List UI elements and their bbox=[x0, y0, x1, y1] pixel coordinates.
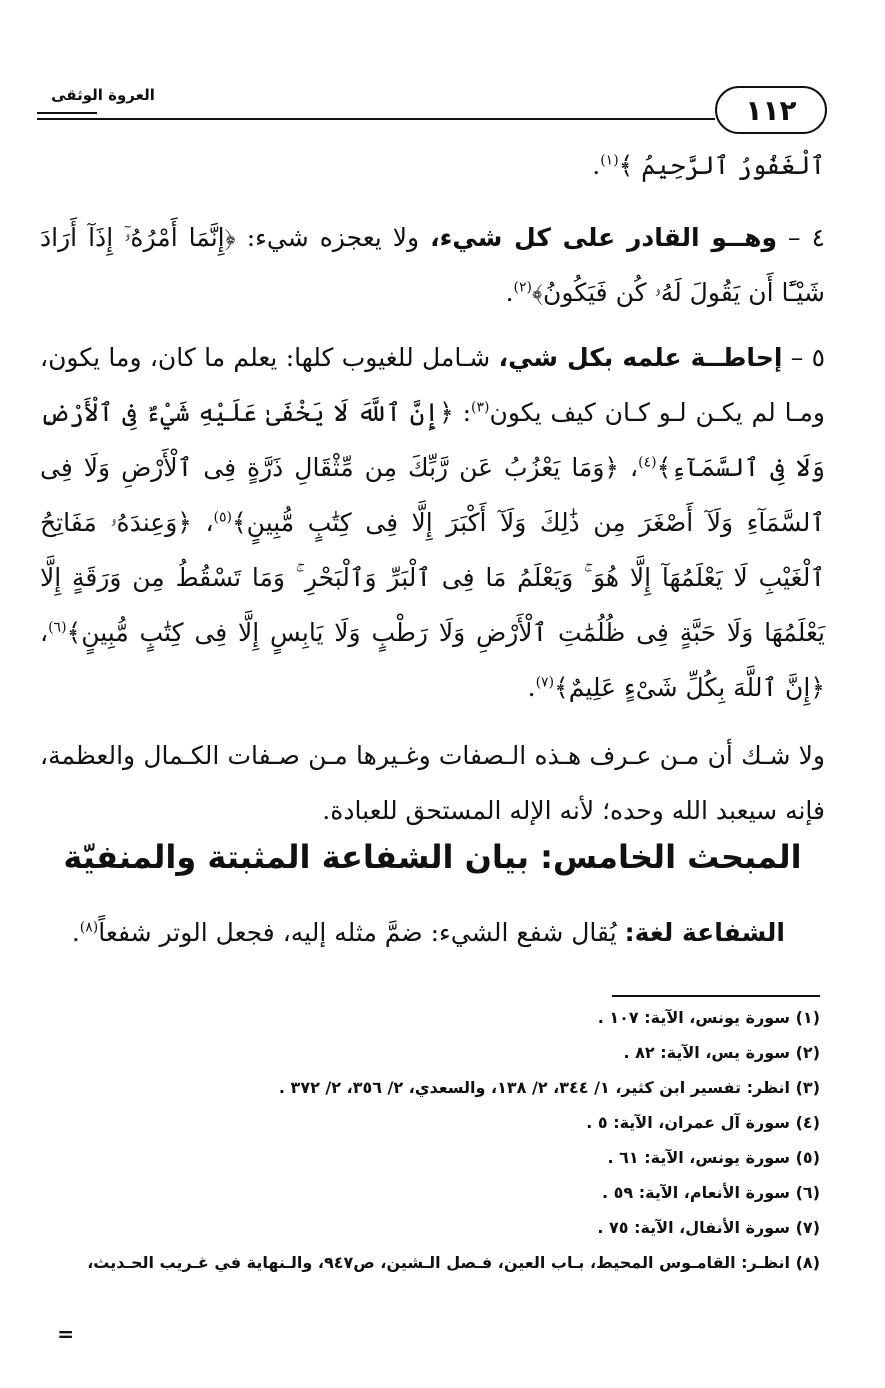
separator: ، bbox=[40, 618, 49, 647]
footnote-item: (٥) سورة يونس، الآية: ٦١ . bbox=[607, 1148, 820, 1167]
footnote-marker: (٢) bbox=[513, 279, 532, 296]
footnote-item: (٣) انظر: تفسير ابن كثير، ١/ ٣٤٤، ٢/ ١٣٨، والسعدي، ٢/ ٣٥٦، ٢/ ٣٧٢ . bbox=[278, 1078, 820, 1097]
paragraph-point-4 bbox=[40, 210, 825, 320]
footnote-item: (٤) سورة آل عمران، الآية: ٥ . bbox=[586, 1113, 820, 1132]
paragraph-conclusion: ولا شـك أن مـن عـرف هـذه الـصفات وغـيرها مـن صـفات الكـمال والعظمة، فإنه سيعبد الله وحده؛ لأنه الإله المستحق للعبادة. bbox=[40, 741, 825, 825]
header-rule bbox=[37, 118, 715, 120]
point-number: ٤ – bbox=[788, 223, 825, 252]
running-book-title: العروة الوثقى bbox=[51, 86, 155, 104]
punctuation: . bbox=[527, 673, 536, 702]
definition-text: يُقال شفع الشيء: ضمَّ مثله إليه، فجعل الوتر شفعاً bbox=[98, 918, 625, 947]
page-number: ١١٢ bbox=[715, 86, 827, 134]
section-heading: المبحث الخامس: بيان الشفاعة المثبتة والمنفيّة bbox=[63, 838, 802, 876]
separator: ، bbox=[619, 453, 639, 482]
footnote-item: (٦) سورة الأنعام، الآية: ٥٩ . bbox=[601, 1183, 820, 1202]
separator: ، bbox=[191, 508, 214, 537]
quran-verse: ﴿إِنَّ ٱللَّهَ بِكُلِّ شَىْءٍ عَلِيمٌ﴾ bbox=[554, 673, 825, 702]
footnote-marker: (١) bbox=[600, 152, 619, 169]
footnote-separator bbox=[612, 995, 820, 997]
paragraph-text: شـامل للغيوب كلها: يعلم ما كان، وما يكون، ومـا لم يكـن لـو كـان كيف يكون bbox=[40, 343, 825, 427]
punctuation: . bbox=[505, 278, 514, 307]
footnote-marker: (٤) bbox=[638, 454, 657, 471]
footnote-item: (٨) انظـر: القامـوس المحيط، بـاب العين، فـصل الـشين، ص٩٤٧، والـنهاية في غـريب الحـديث، bbox=[87, 1253, 820, 1272]
point-number: ٥ – bbox=[790, 343, 826, 372]
quran-verse: ٱلْغَفُورُ ٱلرَّحِيمُ ﴾ bbox=[618, 151, 825, 180]
quran-verse: ﴿وَمَا يَعْزُبُ عَن رَّبِّكَ مِن مِّثْقَالِ ذَرَّةٍ فِى ٱلْأَرْضِ وَلَا فِى ٱلسَّمَآءِ وَلَآ أَصْغَرَ مِن ذَٰلِكَ وَلَآ أَكْبَرَ إِلَّا فِى كِتَٰبٍ مُّبِينٍ﴾ bbox=[40, 453, 825, 537]
paragraph-verse-ending bbox=[40, 138, 825, 193]
quran-verse: ﴿إِنَّمَا أَمْرُهُۥٓ إِذَآ أَرَادَ شَيْـًٔا أَن يَقُولَ لَهُۥ كُن فَيَكُونُ﴾ bbox=[40, 223, 825, 307]
footnotes-list bbox=[30, 1003, 820, 1283]
punctuation: . bbox=[71, 918, 80, 947]
paragraph-text: ولا يعجزه شيء: bbox=[235, 223, 431, 252]
footnote-marker: (٨) bbox=[79, 919, 99, 936]
footnote-item: (٧) سورة الأنفال، الآية: ٧٥ . bbox=[597, 1218, 820, 1237]
paragraph-point-5 bbox=[40, 330, 825, 715]
footnote-marker: (٥) bbox=[213, 509, 233, 526]
footnote-item: (٢) سورة يس، الآية: ٨٢ . bbox=[623, 1043, 820, 1062]
point-heading: وهــو القادر على كل شيء، bbox=[430, 223, 777, 252]
definition-label: الشفاعة لغة: bbox=[624, 918, 785, 947]
quran-verse: ﴿إِنَّ ٱللَّهَ لَا يَخْفَىٰ عَلَيْهِ شَيْءٌ فِى ٱلْأَرْضِ وَلَا فِى ٱلسَّمَآءِ﴾ bbox=[40, 398, 825, 482]
footnote-marker: (٧) bbox=[535, 674, 555, 691]
separator: : bbox=[453, 398, 472, 427]
footnote-item: (١) سورة يونس، الآية: ١٠٧ . bbox=[597, 1008, 820, 1027]
punctuation: . bbox=[592, 151, 601, 180]
footnote-marker: (٦) bbox=[48, 619, 67, 636]
footnote-marker: (٣) bbox=[471, 399, 490, 416]
footnote-continuation-mark: = bbox=[57, 1322, 74, 1346]
header-rule-short bbox=[37, 112, 97, 114]
quran-verse: ﴿وَعِندَهُۥ مَفَاتِحُ ٱلْغَيْبِ لَا يَعْلَمُهَآ إِلَّا هُوَ ۚ وَيَعْلَمُ مَا فِى ٱلْبَرِّ وَٱلْبَحْرِ ۚ وَمَا تَسْقُطُ مِن وَرَقَةٍ إِلَّا يَعْلَمُهَا وَلَا حَبَّةٍ فِى ظُلُمَٰتِ ٱلْأَرْضِ وَلَا رَطْبٍ وَلَا يَابِسٍ إِلَّا فِى كِتَٰبٍ مُّبِينٍ﴾ bbox=[40, 508, 825, 647]
definition-paragraph bbox=[40, 905, 785, 965]
point-heading: إحاطــة علمه بكل شي، bbox=[498, 343, 783, 372]
